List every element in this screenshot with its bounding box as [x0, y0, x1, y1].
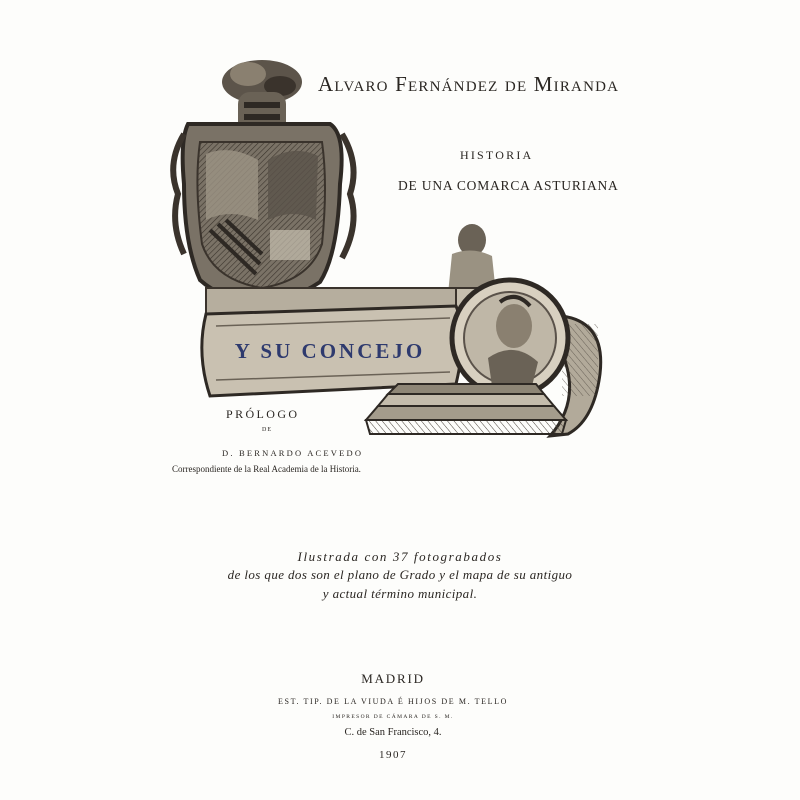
illustrations-note-line: de los que dos son el plano de Grado y el mapa de su antiguo	[227, 567, 573, 582]
prologue-de: DE	[262, 427, 272, 433]
prologue-heading: PRÓLOGO	[226, 407, 300, 421]
prologue-affiliation: Correspondiente de la Real Academia de la Historia.	[172, 464, 361, 474]
banner-text: Y SU CONCEJO	[234, 339, 426, 363]
imprint-city: MADRID	[361, 671, 425, 686]
author-name: Alvaro Fernández de Miranda	[318, 72, 620, 96]
imprint-royal-printer: IMPRESOR DE CÁMARA DE S. M.	[332, 714, 454, 720]
illustrations-note-line: y actual término municipal.	[322, 586, 478, 601]
prologue-author: D. BERNARDO ACEVEDO	[222, 448, 364, 458]
title-line-1: HISTORIA	[460, 148, 534, 162]
coat-of-arms-illustration	[170, 44, 610, 444]
imprint-address: C. de San Francisco, 4.	[344, 727, 442, 738]
illustrations-note-line: Ilustrada con 37 fotograbados	[297, 549, 503, 564]
heraldic-shield-icon	[173, 124, 353, 302]
medallion-portrait-icon	[452, 280, 568, 396]
imprint-year: 1907	[379, 749, 407, 761]
banner-ribbon	[202, 306, 462, 396]
title-line-2: DE UNA COMARCA ASTURIANA	[398, 178, 619, 193]
stepped-base	[366, 384, 566, 434]
imprint-printer: EST. TIP. DE LA VIUDA É HIJOS DE M. TELLO	[278, 697, 508, 706]
